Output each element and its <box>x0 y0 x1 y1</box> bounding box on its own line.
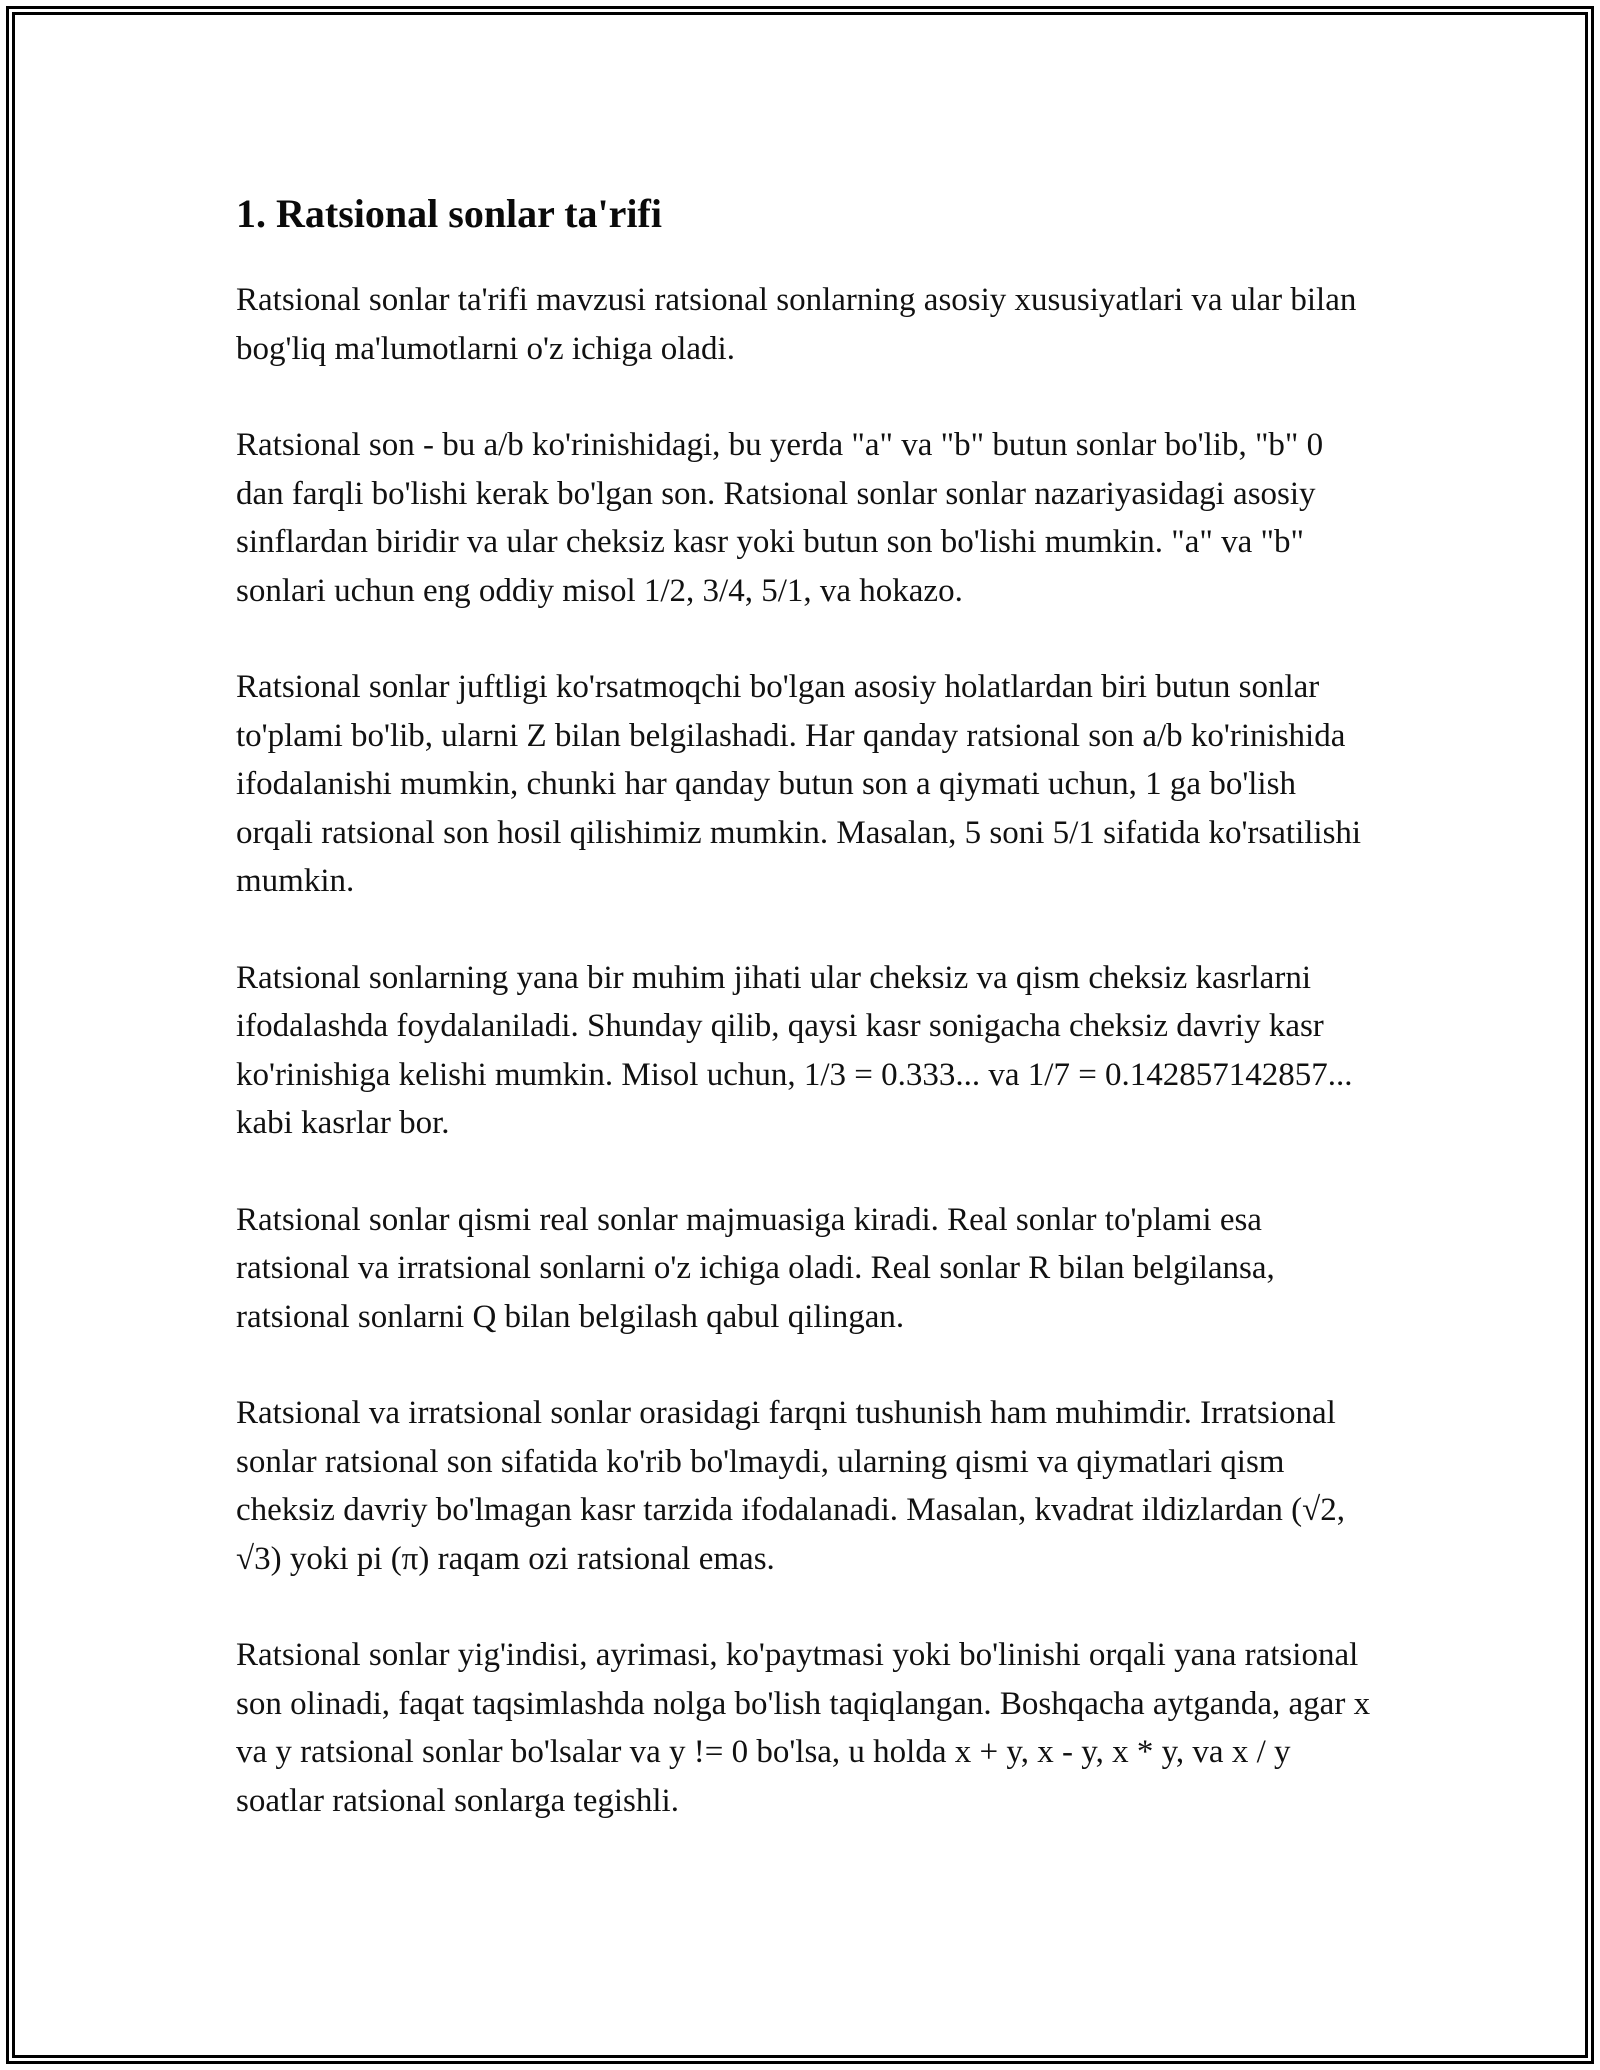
paragraph-operations: Ratsional sonlar yig'indisi, ayrimasi, ko'paytmasi yoki bo'linishi orqali yana ratsional son olinadi, faqat taqsimlashda nolga bo'lish taqiqlangan. Boshqacha aytganda, agar x va y ratsional sonlar bo'lsalar va y != 0 bo'lsa, u holda x + y, x - y, x * y, va x / y soatlar ratsional sonlarga tegishli. <box>236 1637 1371 1819</box>
document-body <box>236 186 1376 1873</box>
paragraph-definition: Ratsional son - bu a/b ko'rinishidagi, bu yerda "a" va "b" butun sonlar bo'lib, "b" 0 dan farqli bo'lishi kerak bo'lgan son. Ratsional sonlar sonlar nazariyasidagi asosiy sinflardan biridir va ular cheksiz kasr yoki butun son bo'lishi mumkin. "a" va "b" sonlari uchun eng oddiy misol 1/2, 3/4, 5/1, va hokazo. <box>236 427 1324 609</box>
paragraph-real-numbers: Ratsional sonlar qismi real sonlar majmuasiga kiradi. Real sonlar to'plami esa ratsional va irratsional sonlarni o'z ichiga oladi. Real sonlar R bilan belgilansa, ratsional sonlarni Q bilan belgilash qabul qilingan. <box>236 1201 1275 1335</box>
paragraph-periodic-fractions: Ratsional sonlarning yana bir muhim jihati ular cheksiz va qism cheksiz kasrlarni ifodalashda foydalaniladi. Shunday qilib, qaysi kasr sonigacha cheksiz davriy kasr ko'rinishiga kelishi mumkin. Misol uchun, 1/3 = 0.333... va 1/7 = 0.142857142857... kabi kasrlar bor. <box>236 959 1353 1141</box>
section-heading: 1. Ratsional sonlar ta'rifi <box>236 191 662 236</box>
paragraph-intro: Ratsional sonlar ta'rifi mavzusi ratsional sonlarning asosiy xususiyatlari va ular bilan bog'liq ma'lumotlarni o'z ichiga oladi. <box>236 282 1357 367</box>
paragraph-integers: Ratsional sonlar juftligi ko'rsatmoqchi bo'lgan asosiy holatlardan biri butun sonlar to'plami bo'lib, ularni Z bilan belgilashadi. Har qanday ratsional son a/b ko'rinishida ifodalanishi mumkin, chunki har qanday butun son a qiymati uchun, 1 ga bo'lish orqali ratsional son hosil qilishimiz mumkin. Masalan, 5 soni 5/1 sifatida ko'rsatilishi mumkin. <box>236 669 1362 899</box>
paragraph-irrational: Ratsional va irratsional sonlar orasidagi farqni tushunish ham muhimdir. Irratsional sonlar ratsional son sifatida ko'rib bo'lmaydi, ularning qismi va qiymatlari qism cheksiz davriy bo'lmagan kasr tarzida ifodalanadi. Masalan, kvadrat ildizlardan (√2, √3) yoki pi (π) raqam ozi ratsional emas. <box>236 1395 1345 1577</box>
